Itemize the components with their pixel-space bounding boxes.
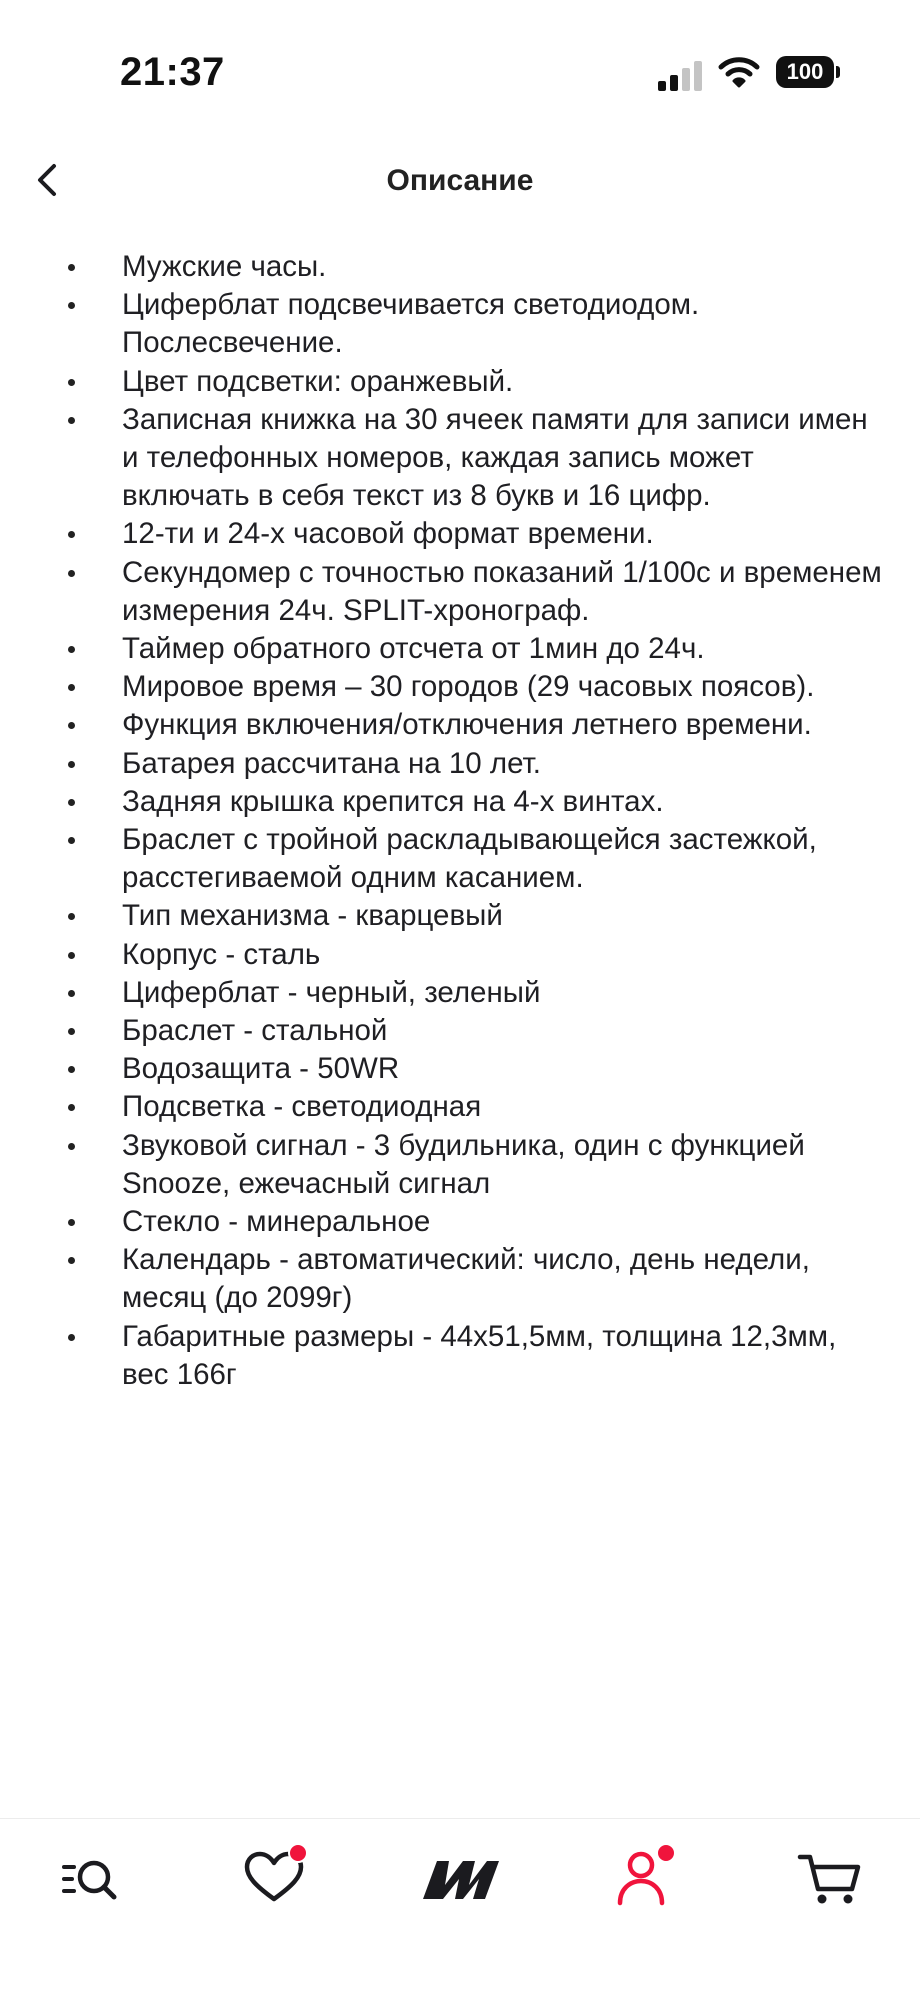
brand-logo-icon	[415, 1839, 511, 1919]
battery-icon	[776, 56, 834, 88]
feature-text: Водозащита - 50WR	[122, 1052, 400, 1086]
battery-level: 100	[786, 59, 824, 84]
bullet-icon	[68, 531, 75, 538]
feature-text: 12-ти и 24-х часовой формат времени.	[122, 517, 654, 551]
feature-text: Браслет с тройной раскладывающейся застежкой, расстегиваемой одним касанием.	[122, 823, 817, 895]
bullet-icon	[68, 722, 75, 729]
feature-item	[0, 1127, 920, 1203]
feature-item	[0, 706, 920, 744]
bullet-icon	[68, 837, 75, 844]
feature-text: Секундомер с точностью показаний 1/100с и временем измерения 24ч. SPLIT-хронограф.	[122, 555, 882, 627]
wifi-icon	[718, 56, 760, 88]
feature-item	[0, 1050, 920, 1088]
feature-item	[0, 554, 920, 630]
feature-text: Стекло - минеральное	[122, 1205, 431, 1239]
feature-text: Записная книжка на 30 ячеек памяти для записи имен и телефонных номеров, каждая запись может включать в себя текст из 8 букв и 16 цифр.	[122, 402, 868, 513]
feature-item	[0, 783, 920, 821]
bullet-icon	[68, 302, 75, 309]
nav-home-button[interactable]	[415, 1839, 511, 1919]
feature-text: Батарея рассчитана на 10 лет.	[122, 746, 541, 780]
page-title: Описание	[386, 164, 534, 197]
header	[0, 150, 920, 220]
feature-item	[0, 248, 920, 286]
feature-item	[0, 515, 920, 553]
nav-cart-button[interactable]	[792, 1839, 872, 1919]
feature-text: Корпус - сталь	[122, 937, 321, 971]
bullet-icon	[68, 799, 75, 806]
bullet-icon	[68, 379, 75, 386]
catalog-search-icon	[52, 1839, 132, 1919]
nav-profile-button[interactable]	[604, 1839, 684, 1919]
bullet-icon	[68, 1066, 75, 1073]
favorites-badge	[288, 1843, 308, 1863]
feature-text: Звуковой сигнал - 3 будильника, один с функцией Snooze, ежечасный сигнал	[122, 1128, 805, 1200]
status-bar	[0, 0, 920, 150]
nav-catalog-button[interactable]	[52, 1839, 132, 1919]
bullet-icon	[68, 913, 75, 920]
bullet-icon	[68, 1104, 75, 1111]
cart-icon	[792, 1839, 872, 1919]
feature-item	[0, 936, 920, 974]
status-time: 21:37	[120, 50, 225, 94]
feature-item	[0, 363, 920, 401]
feature-text: Циферблат подсвечивается светодиодом. Послесвечение.	[122, 288, 700, 360]
feature-item	[0, 286, 920, 362]
feature-text: Задняя крышка крепится на 4-х винтах.	[122, 784, 664, 818]
feature-item	[0, 1203, 920, 1241]
feature-item	[0, 1012, 920, 1050]
feature-item	[0, 897, 920, 935]
bullet-icon	[68, 264, 75, 271]
feature-text: Тип механизма - кварцевый	[122, 899, 503, 933]
feature-text: Мировое время – 30 городов (29 часовых поясов).	[122, 670, 815, 704]
feature-item	[0, 401, 920, 516]
feature-text: Браслет - стальной	[122, 1014, 388, 1048]
feature-text: Таймер обратного отсчета от 1мин до 24ч.	[122, 632, 705, 666]
feature-item	[0, 1088, 920, 1126]
bullet-icon	[68, 417, 75, 424]
feature-item	[0, 630, 920, 668]
feature-text: Цвет подсветки: оранжевый.	[122, 364, 514, 398]
feature-item	[0, 1241, 920, 1317]
nav-favorites-button[interactable]	[234, 1839, 314, 1919]
feature-item	[0, 821, 920, 897]
bullet-icon	[68, 1143, 75, 1150]
feature-text: Мужские часы.	[122, 250, 327, 283]
bullet-icon	[68, 952, 75, 959]
feature-text: Подсветка - светодиодная	[122, 1090, 482, 1124]
bullet-icon	[68, 1219, 75, 1226]
description-content	[0, 248, 920, 1394]
bullet-icon	[68, 684, 75, 691]
battery-cap	[836, 66, 840, 78]
features-list	[0, 248, 920, 1394]
bullet-icon	[68, 570, 75, 577]
feature-text: Габаритные размеры - 44х51,5мм, толщина 12,3мм, вес 166г	[122, 1319, 837, 1391]
bullet-icon	[68, 646, 75, 653]
feature-text: Функция включения/отключения летнего времени.	[122, 708, 812, 742]
feature-item	[0, 745, 920, 783]
feature-item	[0, 1318, 920, 1394]
bullet-icon	[68, 990, 75, 997]
bullet-icon	[68, 1257, 75, 1264]
bullet-icon	[68, 1028, 75, 1035]
signal-strength-icon	[658, 61, 704, 91]
feature-item	[0, 974, 920, 1012]
profile-badge	[656, 1843, 676, 1863]
bullet-icon	[68, 1334, 75, 1341]
bullet-icon	[68, 761, 75, 768]
feature-text: Календарь - автоматический: число, день недели, месяц (до 2099г)	[122, 1243, 810, 1315]
feature-text: Циферблат - черный, зеленый	[122, 975, 541, 1009]
bottom-navigation	[0, 1818, 920, 2000]
feature-item	[0, 668, 920, 706]
